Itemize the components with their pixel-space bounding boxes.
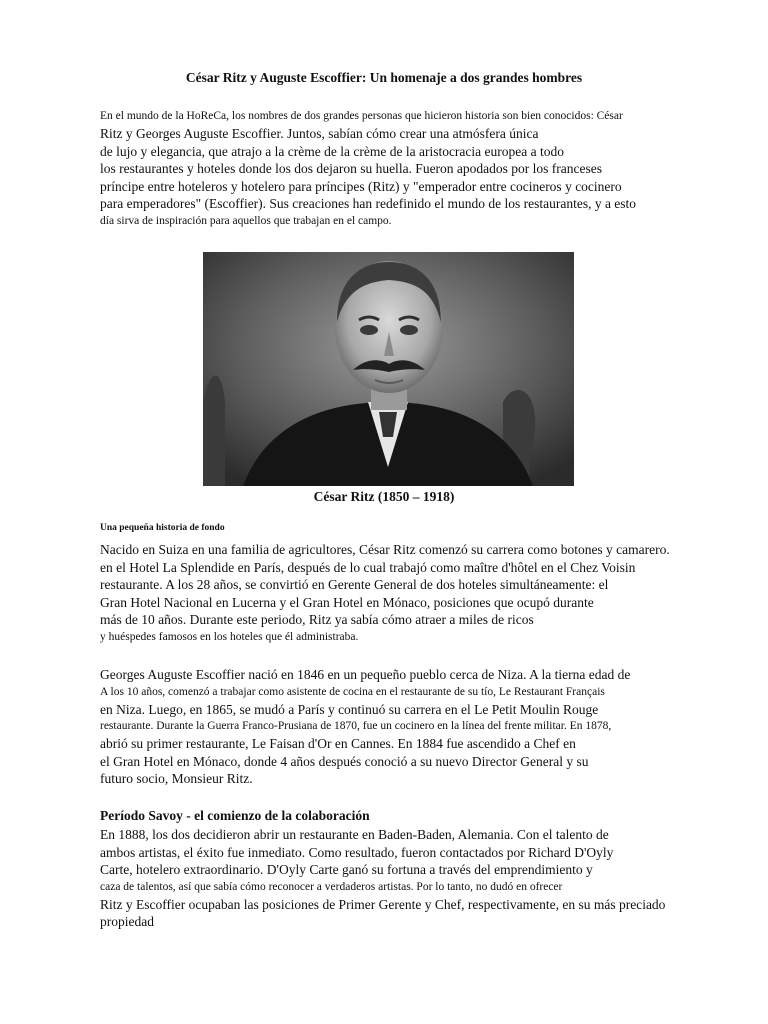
section-heading-background: Una pequeña historia de fondo [100, 523, 225, 533]
text-line: Gran Hotel Nacional en Lucerna y el Gran Hotel en Mónaco, posiciones que ocupó durante [100, 594, 594, 610]
savoy-paragraph [100, 826, 720, 931]
text-line: Carte, hotelero extraordinario. D'Oyly Carte ganó su fortuna a través del emprendimiento y [100, 862, 593, 878]
portrait-caption: César Ritz (1850 – 1918) [313, 489, 455, 504]
text-line: los restaurantes y hoteles donde los dos dejaron su huella. Fueron apodados por los franceses [100, 161, 603, 177]
text-line: caza de talentos, así que sabía cómo reconocer a verdaderos artistas. Por lo tanto, no dudó en ofrecer [100, 880, 563, 893]
text-line: abrió su primer restaurante, Le Faisan d'Or en Cannes. En 1884 fue ascendido a Chef en [100, 736, 576, 752]
text-line: en Niza. Luego, en 1865, se mudó a París y continuó su carrera en el Le Petit Moulin Rouge [100, 701, 599, 717]
text-line: príncipe entre hoteleros y hotelero para príncipes (Ritz) y "emperador entre cocineros y cocinero [100, 178, 622, 194]
text-line: En 1888, los dos decidieron abrir un restaurante en Baden-Baden, Alemania. Con el talento de [100, 827, 609, 842]
text-line: el Gran Hotel en Mónaco, donde 4 años después conoció a su nuevo Director General y su [100, 753, 589, 769]
text-line: A los 10 años, comenzó a trabajar como asistente de cocina en el restaurante de su tío, Le Restaurant Français [100, 685, 605, 698]
text-line: En el mundo de la HoReCa, los nombres de dos grandes personas que hicieron historia son bien conocidos: César [100, 110, 623, 122]
text-line: Georges Auguste Escoffier nació en 1846 en un pequeño pueblo cerca de Niza. A la tierna edad de [100, 667, 631, 682]
text-line: en el Hotel La Splendide en París, después de lo cual trabajó como maître d'hôtel en el Chez Voisin [100, 559, 636, 575]
text-line: futuro socio, Monsieur Ritz. [100, 771, 253, 787]
text-line: restaurante. A los 28 años, se convirtió en Gerente General de dos hoteles simultáneamente: el [100, 577, 609, 593]
document-title: César Ritz y Auguste Escoffier: Un homenaje a dos grandes hombres [185, 70, 583, 85]
escoffier-paragraph [100, 666, 720, 788]
text-line: de lujo y elegancia, que atrajo a la crème de la crème de la aristocracia europea a todo [100, 143, 564, 159]
ritz-paragraph [100, 541, 720, 646]
text-line: propiedad [100, 914, 154, 930]
text-line: y huéspedes famosos en los hoteles que él administraba. [100, 630, 359, 643]
text-line: para emperadores" (Escoffier). Sus creaciones han redefinido el mundo de los restaurantes, y a esto [100, 196, 637, 212]
text-line: Ritz y Georges Auguste Escoffier. Juntos, sabían cómo crear una atmósfera única [100, 126, 539, 141]
text-line: más de 10 años. Durante este periodo, Ritz ya sabía cómo atraer a miles de ricos [100, 612, 534, 628]
text-line: Nacido en Suiza en una familia de agricultores, César Ritz comenzó su carrera como botones y camarero. [100, 542, 670, 557]
text-line: día sirva de inspiración para aquellos que trabajan en el campo. [100, 214, 392, 227]
section-heading-savoy: Período Savoy - el comienzo de la colaboración [100, 808, 370, 823]
text-line: Ritz y Escoffier ocupaban las posiciones de Primer Gerente y Chef, respectivamente, en su más preciado [100, 896, 666, 912]
text-line: restaurante. Durante la Guerra Franco-Prusiana de 1870, fue un cocinero en la línea del frente militar. En 1878, [100, 720, 612, 733]
intro-paragraph [100, 108, 720, 230]
portrait-photo [203, 252, 574, 486]
text-line: ambos artistas, el éxito fue inmediato. Como resultado, fueron contactados por Richard D'Oyly [100, 844, 614, 860]
portrait-illustration [203, 252, 574, 486]
